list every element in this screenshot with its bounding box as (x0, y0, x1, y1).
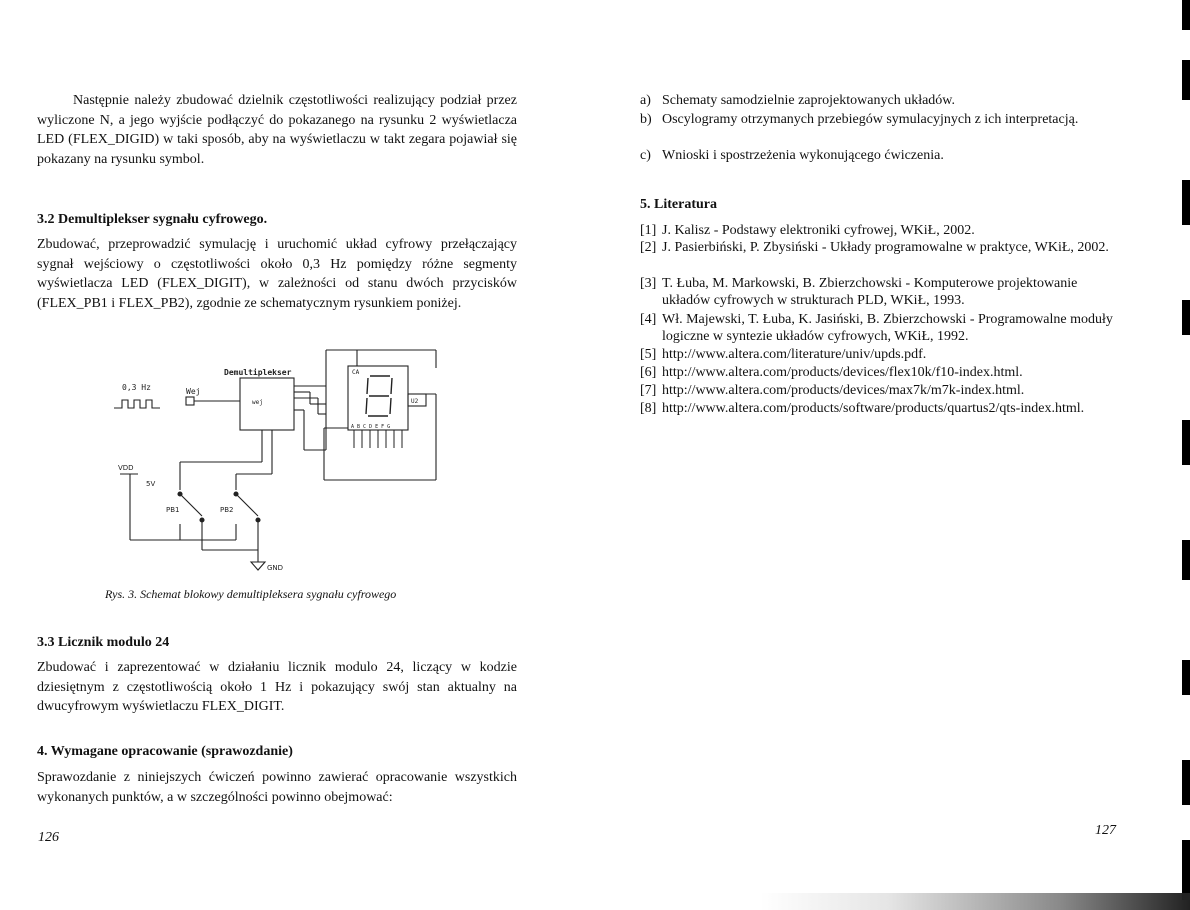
scan-shadow (760, 893, 1190, 910)
report-item-c (640, 146, 1100, 165)
report-item-marker: a) (640, 93, 651, 108)
scan-edge-mark (1182, 660, 1190, 695)
vdd-value: 5V (146, 480, 156, 488)
clock-waveform-icon (114, 400, 160, 408)
right-page (595, 0, 1190, 910)
literature-item (640, 364, 1120, 381)
report-item-text: Oscylogramy otrzymanych przebiegów symulacyjnych z ich interpretacją. (662, 112, 1079, 127)
intro-paragraph: Następnie należy zbudować dzielnik częstotliwości realizujący podział przez wyliczone N, a jego wyjście podłączyć do pokazanego na rysunku 2 wyświetlacza LED (FLEX_DIGID) w taki sposób, aby na wyświetlaczu w takt zegara pojawiał się pokazany na rysunku symbol. (37, 93, 517, 167)
scan-edge-mark (1182, 60, 1190, 100)
report-item-marker: b) (640, 112, 652, 127)
literature-marker: [3] (640, 276, 657, 291)
figure-caption: Rys. 3. Schemat blokowy demultipleksera sygnału cyfrowego (105, 587, 397, 601)
scan-edge-mark (1182, 420, 1190, 465)
right-page-number: 127 (1095, 823, 1116, 838)
literature-item (640, 239, 1120, 256)
literature-marker: [5] (640, 347, 657, 362)
literature-heading: 5. Literatura (640, 197, 717, 212)
section-4-heading: 4. Wymagane opracowanie (sprawozdanie) (37, 744, 293, 759)
literature-item (640, 346, 1120, 363)
demultiplexer-block (240, 378, 294, 430)
section-4-body: Sprawozdanie z niniejszych ćwiczeń powinno zawierać opracowanie wszystkich wykonanych punktów, a w szczególności powinno obejmować: (37, 770, 517, 805)
report-item-text: Schematy samodzielnie zaprojektowanych układów. (662, 93, 955, 108)
report-item-b (640, 110, 1100, 129)
literature-item (640, 275, 1120, 309)
literature-marker: [2] (640, 240, 657, 255)
literature-text: Wł. Majewski, T. Łuba, K. Jasiński, B. Zbierzchowski - Programowalne moduły logiczne w syntezie układów cyfrowych, WKiŁ, 1992. (662, 312, 1113, 344)
literature-text: J. Pasierbiński, P. Zbysiński - Układy programowalne w praktyce, WKiŁ, 2002. (662, 240, 1109, 255)
ground-icon (251, 562, 265, 570)
section-3-3-heading: 3.3 Licznik modulo 24 (37, 635, 170, 650)
literature-link[interactable]: http://www.altera.com/products/devices/max7k/m7k-index.html. (662, 383, 1025, 398)
literature-link[interactable]: http://www.altera.com/products/devices/flex10k/f10-index.html. (662, 365, 1023, 380)
literature-item (640, 400, 1120, 417)
scan-edge-mark (1182, 180, 1190, 225)
demux-label: Demultiplekser (224, 368, 292, 377)
literature-item (640, 382, 1120, 399)
freq-label: 0,3 Hz (122, 383, 151, 392)
literature-item (640, 311, 1120, 345)
section-3-2-heading: 3.2 Demultiplekser sygnału cyfrowego. (37, 212, 268, 227)
scan-edge-mark (1182, 0, 1190, 30)
literature-marker: [8] (640, 401, 657, 416)
demultiplexer-schematic (112, 340, 452, 580)
literature-marker: [1] (640, 223, 657, 238)
scan-edge-mark (1182, 300, 1190, 335)
literature-link[interactable]: http://www.altera.com/literature/univ/upds.pdf. (662, 347, 927, 362)
gnd-label: GND (267, 564, 284, 572)
pb2-label: PB2 (220, 506, 234, 514)
section-3-2-body: Zbudować, przeprowadzić symulację i uruchomić układ cyfrowy przełączający sygnał wejściowy o częstotliwości około 0,3 Hz pomiędzy różne segmenty wyświetlacza LED (FLEX_DIGIT), w zależności od stanu dwóch przycisków (FLEX_PB1 i FLEX_PB2), zgodnie ze schematycznym rysunkiem poniżej. (37, 237, 517, 311)
literature-text: J. Kalisz - Podstawy elektroniki cyfrowej, WKiŁ, 2002. (662, 223, 975, 238)
ca-label: CA (352, 369, 360, 376)
report-item-a (640, 91, 1100, 110)
left-page-number: 126 (38, 830, 59, 845)
literature-item (640, 222, 1120, 239)
report-item-text: Wnioski i spostrzeżenia wykonującego ćwiczenia. (662, 148, 944, 163)
input-pin-label: wej (252, 399, 263, 406)
literature-marker: [6] (640, 365, 657, 380)
literature-text: T. Łuba, M. Markowski, B. Zbierzchowski - Komputerowe projektowanie układów cyfrowych w strukturach PLD, WKiŁ, 1993. (662, 276, 1078, 308)
display-label: U2 (411, 398, 419, 405)
literature-link[interactable]: http://www.altera.com/products/software/products/quartus2/qts-index.html. (662, 401, 1085, 416)
literature-marker: [4] (640, 312, 657, 327)
vdd-label: VDD (118, 464, 134, 472)
segments-label: A B C D E F G (351, 424, 391, 430)
pb1-label: PB1 (166, 506, 180, 514)
literature-marker: [7] (640, 383, 657, 398)
scan-edge-mark (1182, 540, 1190, 580)
section-3-3-body: Zbudować i zaprezentować w działaniu licznik modulo 24, liczący w kodzie dziesiętnym z częstotliwością około 1 Hz i pokazujący swój stan aktualny na dwucyfrowym wyświetlaczu FLEX_DIGIT. (37, 660, 517, 714)
input-label: Wej (186, 387, 201, 396)
scan-edge-mark (1182, 760, 1190, 805)
report-item-marker: c) (640, 148, 651, 163)
scan-edge-mark (1182, 840, 1190, 900)
